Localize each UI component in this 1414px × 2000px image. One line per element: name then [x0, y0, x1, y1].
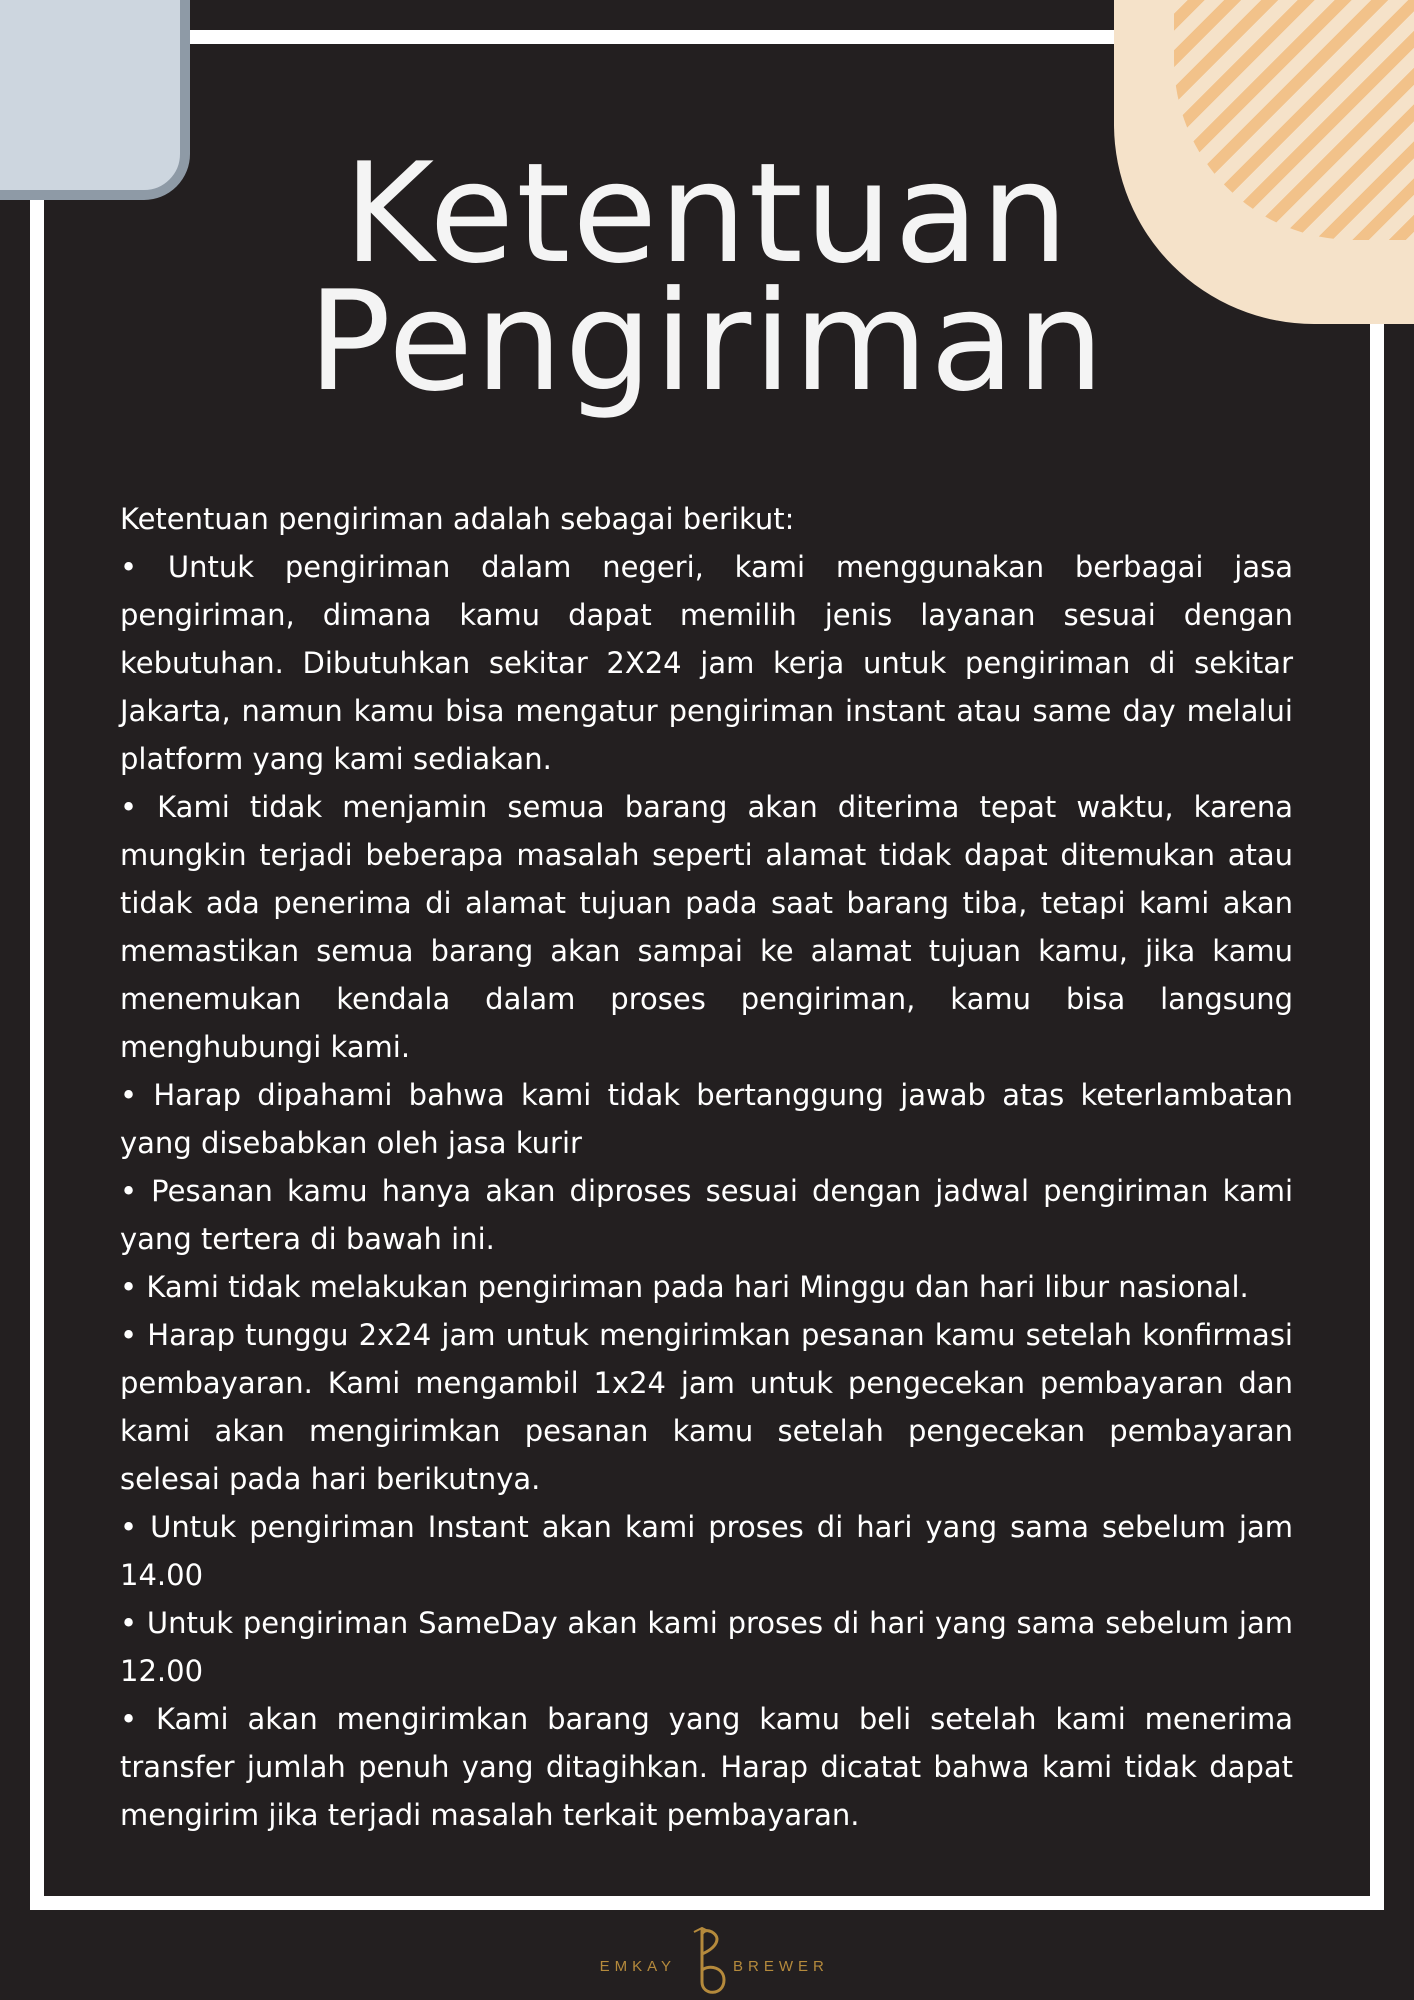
brand-name-left: EMKAY [599, 1958, 676, 1975]
term-item-3: • Harap dipahami bahwa kami tidak bertanggung jawab atas keterlambatan yang disebabkan oleh jasa kurir [120, 1078, 1293, 1160]
brand-name-right: BREWER [733, 1958, 829, 1975]
brand-monogram-icon [680, 1924, 734, 1998]
intro-text: Ketentuan pengiriman adalah sebagai berikut: [120, 502, 795, 536]
page-title-line-2: Pengiriman [307, 261, 1107, 422]
term-item-2: • Kami tidak menjamin semua barang akan diterima tepat waktu, karena mungkin terjadi beberapa masalah seperti alamat tidak dapat ditemukan atau tidak ada penerima di alamat tujuan pada saat barang tiba, tetapi kami akan memastikan semua barang akan sampai ke alamat tujuan kamu, jika kamu menemukan kendala dalam proses pengiriman, kamu bisa langsung menghubungi kami. [120, 790, 1293, 1064]
term-item-7: • Untuk pengiriman Instant akan kami proses di hari yang sama sebelum jam 14.00 [120, 1510, 1293, 1592]
term-item-9: • Kami akan mengirimkan barang yang kamu beli setelah kami menerima transfer jumlah penuh yang ditagihkan. Harap dicatat bahwa kami tidak dapat mengirim jika terjadi masalah terkait pembayaran. [120, 1702, 1293, 1832]
term-item-1: • Untuk pengiriman dalam negeri, kami menggunakan berbagai jasa pengiriman, dimana kamu dapat memilih jenis layanan sesuai dengan kebutuhan. Dibutuhkan sekitar 2X24 jam kerja untuk pengiriman di sekitar Jakarta, namun kamu bisa mengatur pengiriman instant atau same day melalui platform yang kami sediakan. [120, 550, 1293, 776]
term-item-4: • Pesanan kamu hanya akan diproses sesuai dengan jadwal pengiriman kami yang tertera di bawah ini. [120, 1174, 1293, 1256]
page-title-line-1: Ketentuan [343, 133, 1071, 294]
shipping-terms-content [120, 495, 1293, 1839]
page-title [0, 133, 1414, 422]
term-item-8: • Untuk pengiriman SameDay akan kami proses di hari yang sama sebelum jam 12.00 [120, 1606, 1293, 1688]
term-item-6: • Harap tunggu 2x24 jam untuk mengirimkan pesanan kamu setelah konfirmasi pembayaran. Kami mengambil 1x24 jam untuk pengecekan pembayaran dan kami akan mengirimkan pesanan kamu setelah pengecekan pembayaran selesai pada hari berikutnya. [120, 1318, 1293, 1496]
term-item-5: • Kami tidak melakukan pengiriman pada hari Minggu dan hari libur nasional. [120, 1270, 1249, 1304]
brand-logo [0, 1920, 1414, 2000]
